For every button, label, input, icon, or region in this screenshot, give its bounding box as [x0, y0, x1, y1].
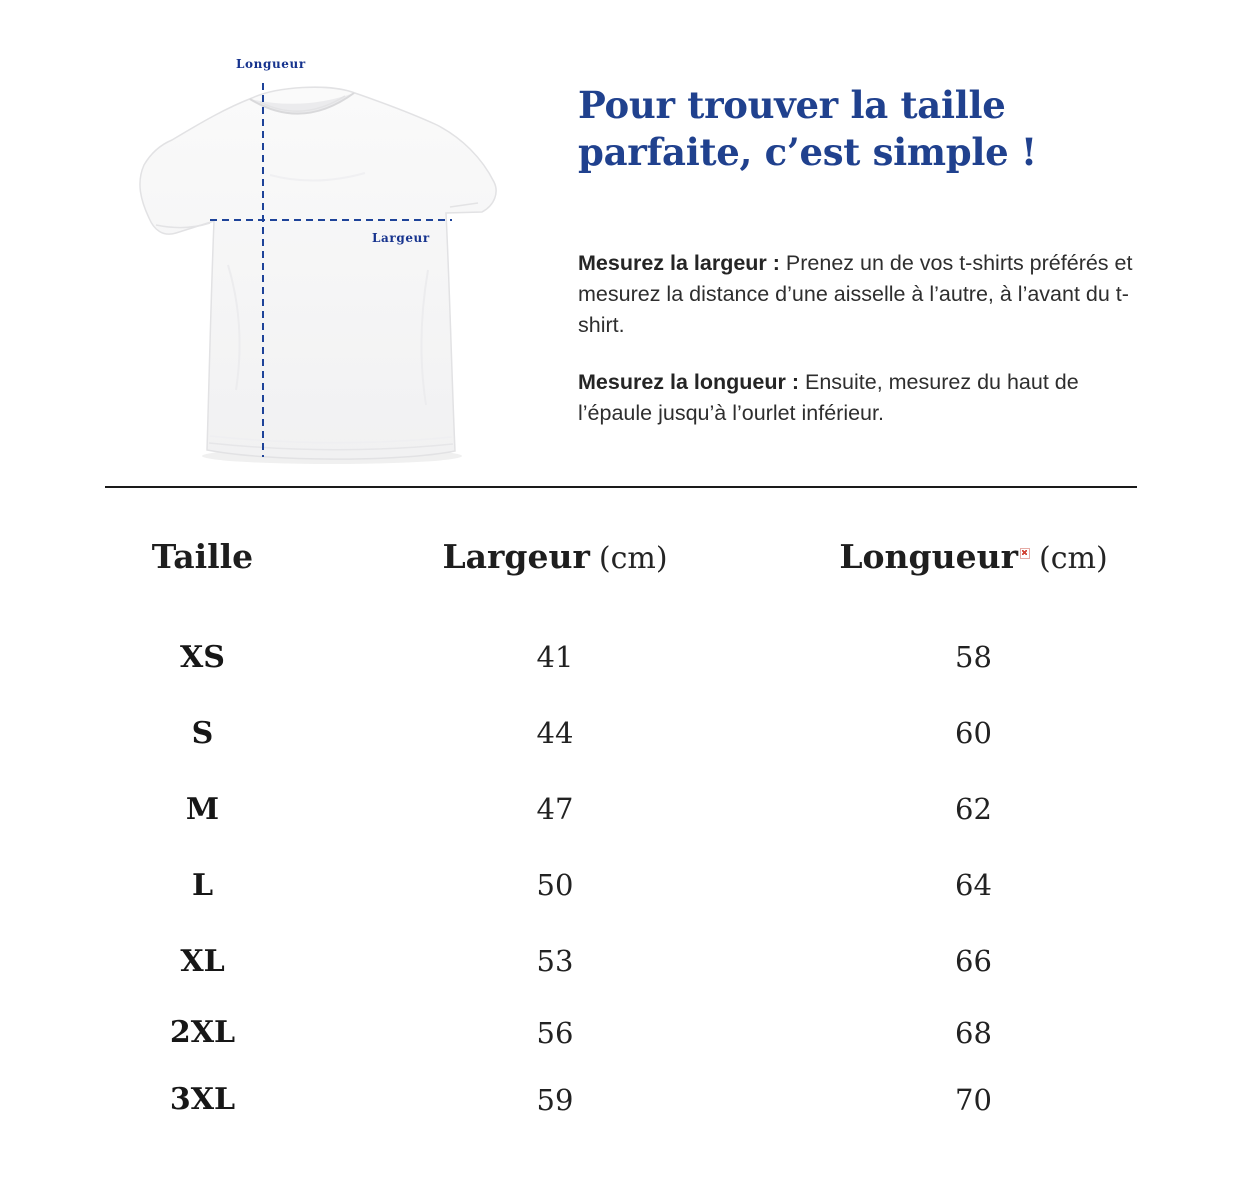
largeur-diagram-label: Largeur — [372, 231, 430, 245]
longueur-cell: 68 — [955, 1015, 992, 1050]
size-table-rows — [105, 619, 1137, 1133]
largeur-cell: 41 — [536, 640, 574, 674]
longueur-header-unit: (cm) — [1038, 540, 1108, 576]
table-row-l — [105, 847, 1137, 923]
instructions — [578, 248, 1134, 429]
page-title-line1: Pour trouver la taille — [578, 83, 1006, 127]
largeur-cell: 59 — [536, 1082, 574, 1117]
measure-length-text: Ensuite, mesurez du haut de l’épaule jusqu’à l’ourlet inférieur. — [578, 370, 1079, 425]
table-row-xs — [105, 619, 1137, 695]
longueur-cell: 64 — [955, 868, 992, 902]
longueur-diagram-label: Longueur — [236, 57, 306, 71]
largeur-header-unit: (cm) — [598, 540, 668, 576]
longueur-cell: 60 — [955, 716, 992, 750]
table-row-xl — [105, 923, 1137, 999]
section-divider — [105, 486, 1137, 488]
table-row-s — [105, 695, 1137, 771]
column-header-taille — [105, 537, 300, 576]
table-row-3xl — [105, 1066, 1137, 1133]
largeur-header-label: Largeur — [442, 536, 590, 576]
longueur-header-label: Longueur — [839, 536, 1018, 576]
measure-length-instruction — [578, 367, 1134, 429]
intro-section — [578, 82, 1134, 429]
size-cell: XL — [180, 943, 225, 979]
column-header-longueur — [810, 537, 1137, 576]
largeur-cell: 47 — [536, 792, 574, 826]
measure-width-lead: Mesurez la largeur : — [578, 251, 780, 275]
longueur-cell: 62 — [955, 792, 992, 826]
size-cell: XS — [180, 639, 225, 675]
size-cell: 2XL — [169, 1015, 236, 1050]
table-row-m — [105, 771, 1137, 847]
taille-header-label: Taille — [151, 536, 254, 576]
size-table — [105, 536, 1137, 1133]
page-title-line2: parfaite, c’est simple ! — [578, 130, 1037, 174]
measure-width-instruction — [578, 248, 1134, 341]
size-cell: S — [191, 715, 214, 751]
size-cell: 3XL — [169, 1082, 236, 1117]
tshirt-image — [110, 55, 520, 470]
largeur-cell: 44 — [536, 716, 574, 750]
tshirt-measurement-diagram — [110, 55, 520, 470]
largeur-cell: 50 — [536, 868, 574, 902]
broken-image-icon — [1020, 548, 1030, 559]
size-table-header — [105, 536, 1137, 576]
size-cell: M — [185, 791, 220, 827]
size-cell: L — [191, 867, 214, 903]
longueur-cell: 58 — [955, 640, 992, 674]
measure-width-text: Prenez un de vos t-shirts préférés et mesurez la distance d’une aisselle à l’autre, à l’avant du t-shirt. — [578, 251, 1133, 337]
largeur-cell: 53 — [536, 944, 574, 978]
column-header-largeur — [300, 537, 810, 576]
longueur-cell: 70 — [955, 1082, 992, 1117]
table-row-2xl — [105, 999, 1137, 1066]
longueur-cell: 66 — [955, 944, 992, 978]
page-title — [578, 82, 1134, 176]
measure-length-lead: Mesurez la longueur : — [578, 370, 800, 394]
largeur-cell: 56 — [536, 1015, 574, 1050]
